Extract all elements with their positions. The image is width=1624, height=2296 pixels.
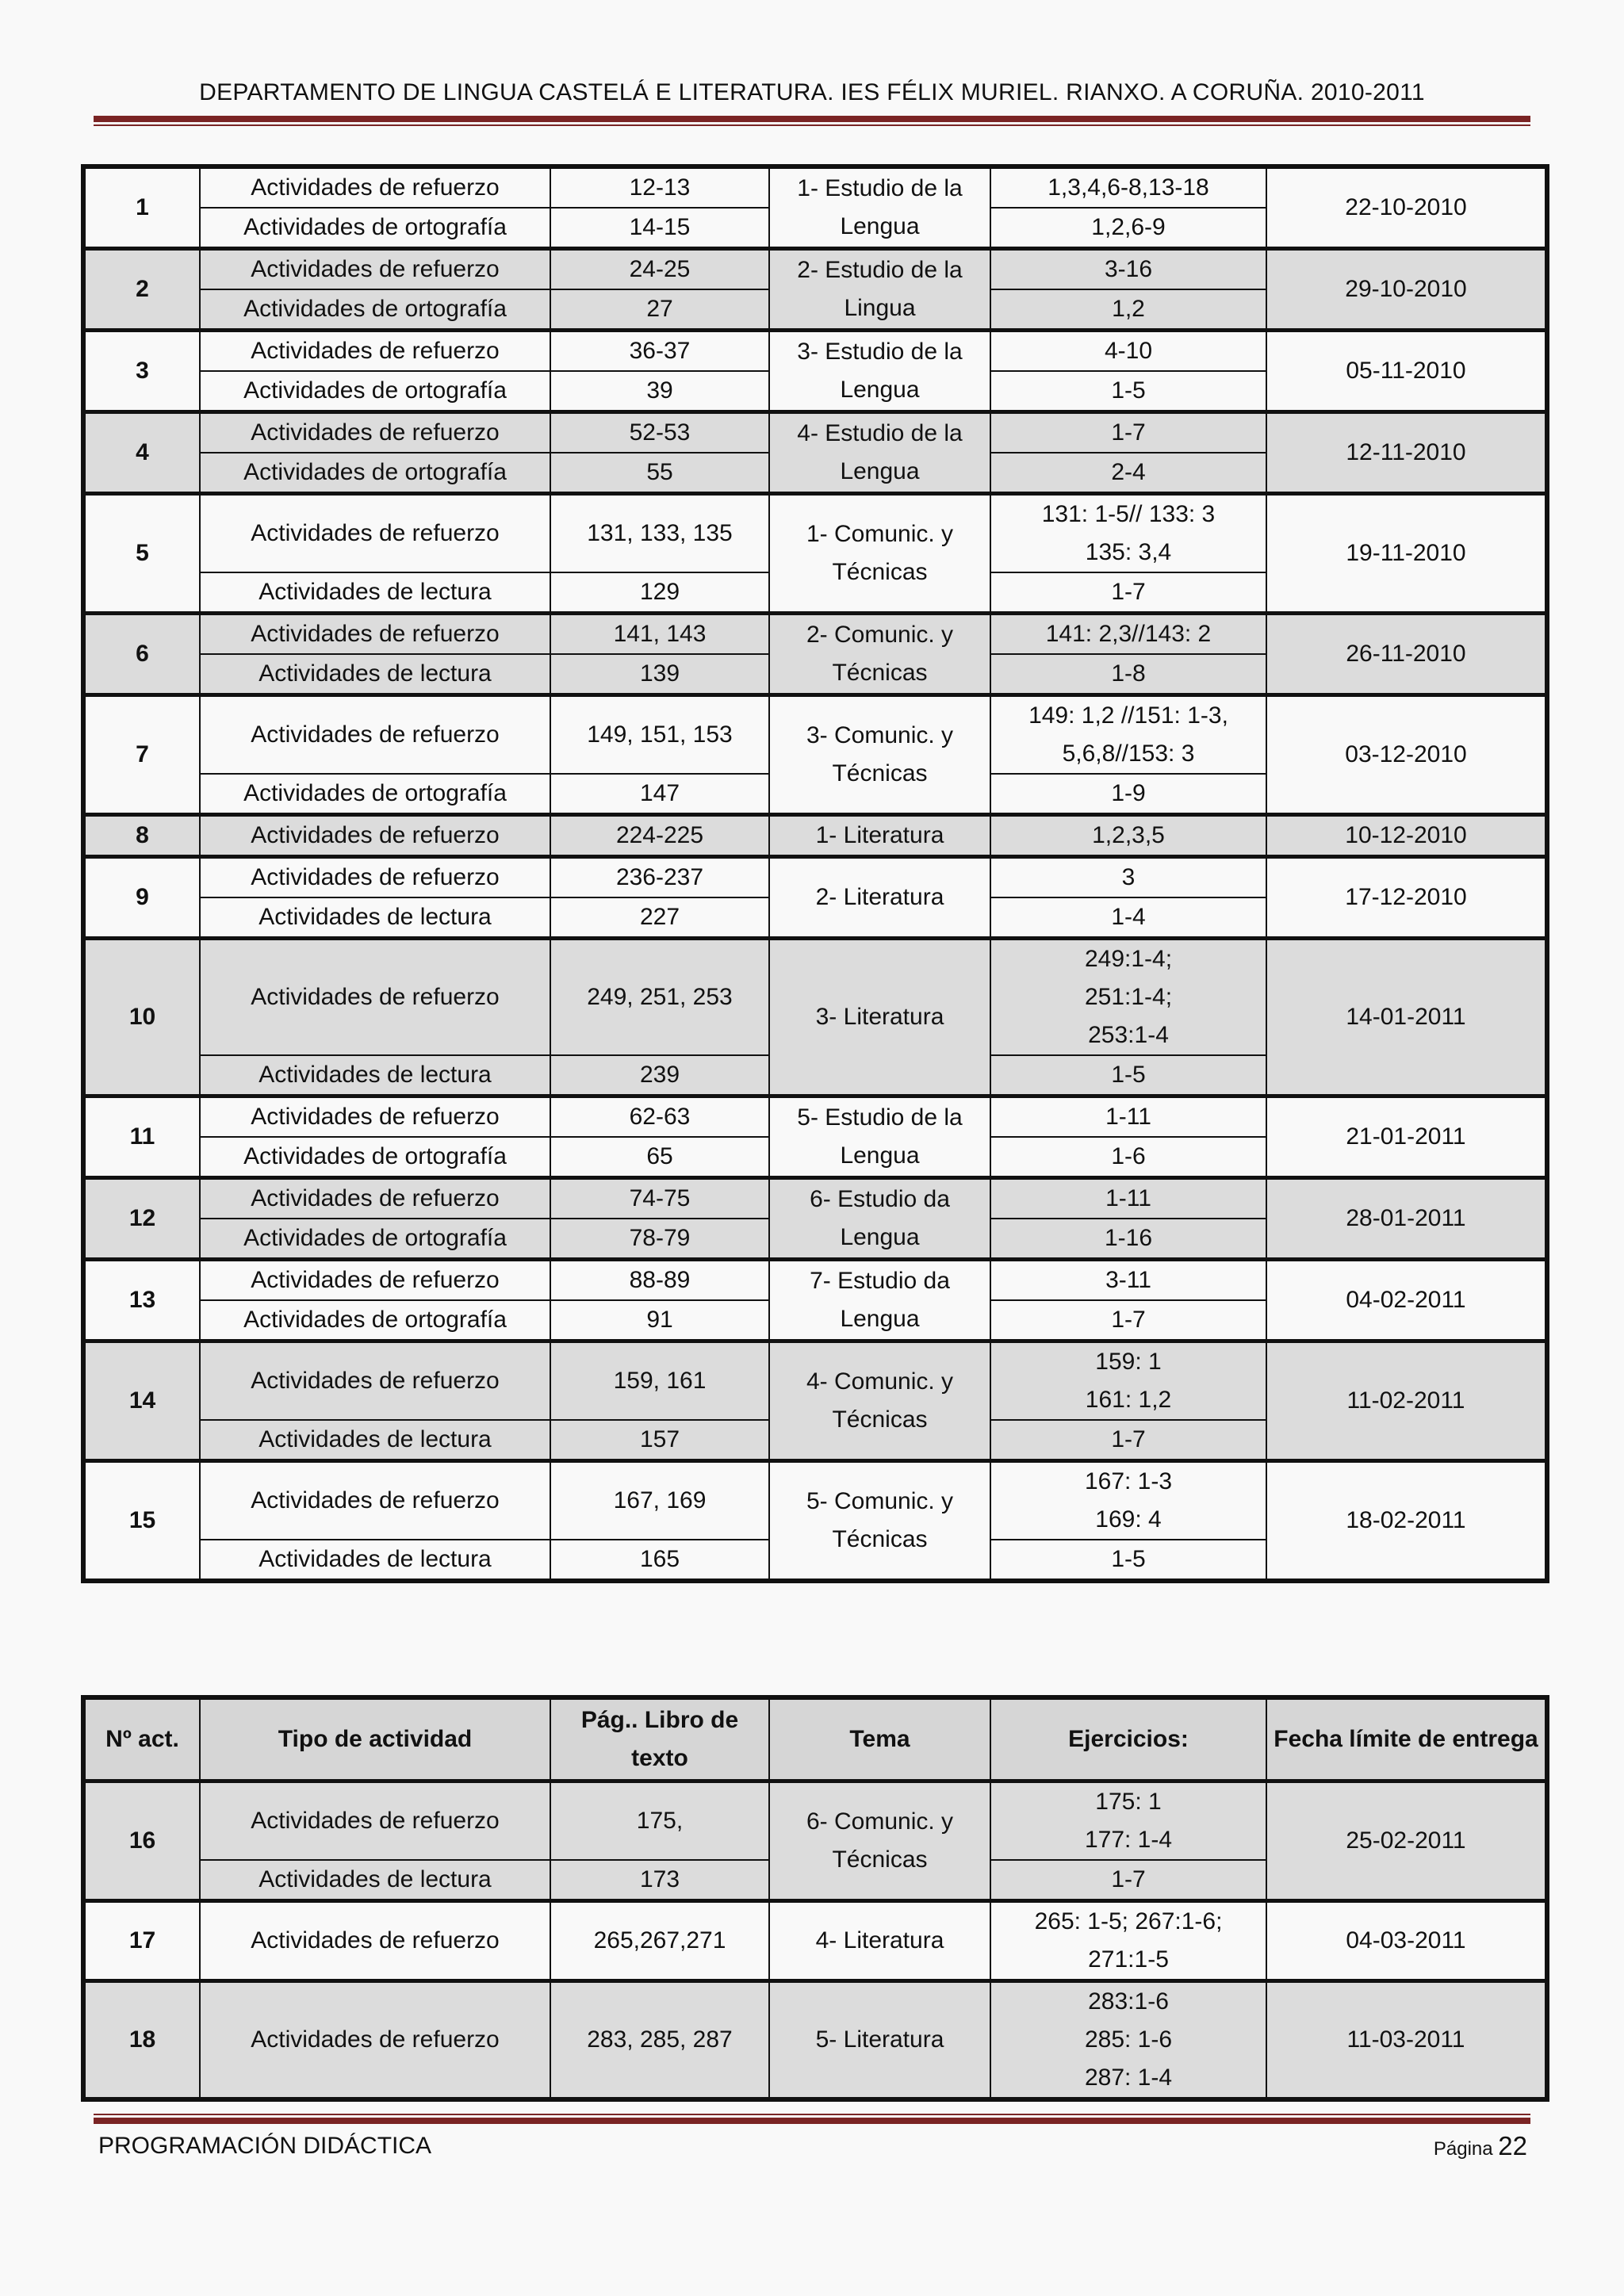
exercises-line: 253:1-4 [1088,1022,1169,1048]
exercises-line: 271:1-5 [1088,1946,1169,1973]
exercises-line: 283:1-6 [1088,1988,1169,2015]
topic [769,1781,990,1901]
textbook-pages: 27 [550,289,769,331]
activity-number: 2 [83,249,200,331]
topic-line: 6- Estudio da [810,1186,950,1212]
textbook-pages: 74-75 [550,1178,769,1219]
topic-line: Lengua [840,1142,920,1169]
topic-line: 1- Literatura [815,822,944,848]
activity-type: Actividades de ortografía [200,1219,550,1260]
topic-line: Técnicas [832,760,928,786]
exercises [990,371,1266,412]
textbook-pages: 131, 133, 135 [550,494,769,573]
due-date: 29-10-2010 [1266,249,1547,331]
table-row [83,695,1547,775]
activity-group [83,815,1547,857]
exercises-line: 1-5 [1111,1546,1146,1572]
activity-type: Actividades de refuerzo [200,1981,550,2100]
topic [769,1901,990,1981]
textbook-pages: 55 [550,453,769,494]
topic [769,1096,990,1178]
textbook-pages: 88-89 [550,1260,769,1301]
textbook-pages: 149, 151, 153 [550,695,769,775]
due-date: 28-01-2011 [1266,1178,1547,1260]
exercises-line: 1-8 [1111,660,1146,687]
exercises [990,1420,1266,1461]
footer-doc-title: PROGRAMACIÓN DIDÁCTICA [98,2133,432,2159]
topic-line: Técnicas [832,1526,928,1552]
activity-type: Actividades de ortografía [200,289,550,331]
due-date: 04-02-2011 [1266,1260,1547,1341]
activity-type: Actividades de ortografía [200,208,550,249]
textbook-pages: 91 [550,1300,769,1341]
topic-line: Lengua [840,458,920,484]
activity-group [83,494,1547,614]
activity-group [83,939,1547,1096]
activity-group [83,1341,1547,1461]
table-header-row [83,1697,1547,1781]
activity-number: 13 [83,1260,200,1341]
activity-group [83,1901,1547,1981]
textbook-pages: 62-63 [550,1096,769,1138]
activity-number: 16 [83,1781,200,1901]
exercises-line: 1,2 [1112,296,1145,322]
topic-line: Técnicas [832,660,928,686]
activity-group [83,614,1547,695]
due-date: 26-11-2010 [1266,614,1547,695]
exercises-line: 265: 1-5; 267:1-6; [1034,1908,1223,1934]
exercises-line: 1-11 [1105,1185,1151,1211]
exercises-line: 1-7 [1111,419,1146,446]
table-row [83,166,1547,208]
textbook-pages: 14-15 [550,208,769,249]
topic [769,939,990,1096]
activity-number: 15 [83,1461,200,1582]
exercises-line: 177: 1-4 [1084,1827,1173,1853]
exercises-line: 1-9 [1111,780,1146,806]
exercises-line: 1,3,4,6-8,13-18 [1048,174,1209,201]
activity-type: Actividades de lectura [200,1055,550,1096]
exercises-line: 3 [1121,864,1136,890]
topic-line: 1- Comunic. y [806,521,954,547]
exercises [990,412,1266,453]
activity-group [83,249,1547,331]
textbook-pages: 167, 169 [550,1461,769,1540]
activity-type: Actividades de refuerzo [200,166,550,208]
activity-number: 11 [83,1096,200,1178]
exercises [990,1260,1266,1301]
textbook-pages: 265,267,271 [550,1901,769,1981]
table-row [83,939,1547,1056]
exercises-line: 1-16 [1104,1225,1153,1251]
topic-line: 4- Literatura [815,1927,944,1954]
topic-line: 5- Estudio de la [797,1104,963,1131]
exercises [990,614,1266,655]
exercises [990,331,1266,372]
activity-type: Actividades de ortografía [200,453,550,494]
activity-number: 3 [83,331,200,412]
exercises-line: 3-11 [1105,1267,1151,1293]
exercises [990,654,1266,695]
exercises [990,1981,1266,2100]
table-row [83,494,1547,573]
header-rule [94,116,1530,126]
topic-line: 4- Comunic. y [806,1368,954,1395]
textbook-pages: 52-53 [550,412,769,453]
activity-group [83,1781,1547,1901]
exercises-line: 2-4 [1111,459,1146,485]
topic-line: Lengua [840,1224,920,1250]
activity-type: Actividades de refuerzo [200,614,550,655]
topic-line: 7- Estudio da [810,1268,950,1294]
exercises [990,249,1266,290]
topic-line: Lingua [844,295,916,321]
exercises [990,897,1266,939]
topic [769,1341,990,1461]
textbook-pages: 173 [550,1860,769,1901]
exercises-line: 131: 1-5// 133: 3 [1041,501,1216,527]
textbook-pages: 65 [550,1137,769,1178]
textbook-pages: 24-25 [550,249,769,290]
activity-type: Actividades de ortografía [200,371,550,412]
activity-group [83,1260,1547,1341]
activity-number: 4 [83,412,200,494]
exercises-line: 169: 4 [1095,1506,1162,1533]
footer-page-number: 22 [1498,2131,1527,2160]
exercises-line: 4-10 [1104,338,1153,364]
activity-type: Actividades de ortografía [200,774,550,815]
exercises-line: 1-5 [1111,377,1146,404]
table-row [83,249,1547,290]
textbook-pages: 165 [550,1540,769,1581]
topic [769,331,990,412]
topic [769,1981,990,2100]
exercises [990,1178,1266,1219]
table-row [83,331,1547,372]
textbook-pages: 147 [550,774,769,815]
table-row [83,412,1547,453]
activities-table-2 [81,1695,1549,2102]
topic [769,1260,990,1341]
due-date: 10-12-2010 [1266,815,1547,857]
activity-type: Actividades de refuerzo [200,331,550,372]
table-row [83,1260,1547,1301]
activity-type: Actividades de lectura [200,1860,550,1901]
activity-type: Actividades de refuerzo [200,1260,550,1301]
footer-rule [94,2114,1530,2124]
topic-line: 3- Literatura [815,1004,944,1030]
table-row [83,1341,1547,1421]
activity-type: Actividades de lectura [200,1540,550,1581]
due-date: 14-01-2011 [1266,939,1547,1096]
exercises-line: 251:1-4; [1084,984,1173,1010]
exercises-line: 175: 1 [1095,1789,1162,1815]
exercises [990,572,1266,614]
exercises [990,939,1266,1056]
footer-page-label: Página [1433,2138,1493,2160]
exercises-line: 161: 1,2 [1085,1387,1172,1413]
activity-group [83,1178,1547,1260]
activities-table-1 [81,164,1549,1583]
activity-type: Actividades de refuerzo [200,494,550,573]
due-date: 11-03-2011 [1266,1981,1547,2100]
activity-type: Actividades de lectura [200,572,550,614]
exercises [990,1137,1266,1178]
textbook-pages: 249, 251, 253 [550,939,769,1056]
exercises-line: 249:1-4; [1084,946,1173,972]
topic-line: 2- Estudio de la [797,257,963,283]
activity-type: Actividades de lectura [200,654,550,695]
activity-number: 14 [83,1341,200,1461]
exercises-line: 1-5 [1111,1062,1146,1088]
topic [769,412,990,494]
activity-type: Actividades de refuerzo [200,1096,550,1138]
textbook-pages: 239 [550,1055,769,1096]
exercises-line: 167: 1-3 [1084,1468,1173,1494]
activity-number: 12 [83,1178,200,1260]
topic [769,695,990,815]
exercises-line: 141: 2,3//143: 2 [1045,621,1212,647]
exercises [990,208,1266,249]
textbook-pages: 236-237 [550,857,769,898]
due-date: 25-02-2011 [1266,1781,1547,1901]
exercises [990,1901,1266,1981]
exercises-line: 1-7 [1111,1426,1146,1452]
exercises [990,774,1266,815]
topic-line: 4- Estudio de la [797,420,963,446]
exercises [990,1219,1266,1260]
activity-number: 5 [83,494,200,614]
activity-number: 10 [83,939,200,1096]
exercises-line: 1-7 [1111,1307,1146,1333]
textbook-pages: 12-13 [550,166,769,208]
topic [769,857,990,939]
activity-type: Actividades de ortografía [200,1300,550,1341]
footer-page-info [1434,2131,1527,2161]
topic-line: 5- Comunic. y [806,1488,954,1514]
activity-number: 7 [83,695,200,815]
textbook-pages: 78-79 [550,1219,769,1260]
exercises [990,695,1266,775]
activity-type: Actividades de refuerzo [200,939,550,1056]
topic-line: 3- Estudio de la [797,339,963,365]
topic-line: 3- Comunic. y [806,722,954,748]
table-row [83,614,1547,655]
activity-type: Actividades de ortografía [200,1137,550,1178]
topic-line: Técnicas [832,1846,928,1873]
exercises [990,1860,1266,1901]
textbook-pages: 129 [550,572,769,614]
textbook-pages: 157 [550,1420,769,1461]
header-tema: Tema [769,1697,990,1781]
page-header-title: DEPARTAMENTO DE LINGUA CASTELÁ E LITERATURA. IES FÉLIX MURIEL. RIANXO. A CORUÑA. 2010-2011 [199,79,1425,105]
topic-line: Lengua [840,1306,920,1332]
exercises [990,494,1266,573]
textbook-pages: 227 [550,897,769,939]
topic-line: 2- Comunic. y [806,622,954,648]
due-date: 21-01-2011 [1266,1096,1547,1178]
topic [769,249,990,331]
activity-group [83,1981,1547,2100]
exercises [990,857,1266,898]
topic-line: Lengua [840,213,920,239]
exercises-line: 149: 1,2 //151: 1-3, [1028,702,1228,729]
exercises-line: 1,2,3,5 [1092,822,1165,848]
topic [769,815,990,857]
exercises [990,1096,1266,1138]
due-date: 05-11-2010 [1266,331,1547,412]
exercises-line: 1-7 [1111,579,1146,605]
topic [769,1461,990,1582]
activity-group [83,695,1547,815]
activity-type: Actividades de refuerzo [200,815,550,857]
textbook-pages: 141, 143 [550,614,769,655]
table-row [83,1096,1547,1138]
activity-group [83,1461,1547,1582]
exercises [990,453,1266,494]
exercises-line: 5,6,8//153: 3 [1062,740,1195,767]
table-row [83,1178,1547,1219]
textbook-pages: 139 [550,654,769,695]
exercises-line: 285: 1-6 [1084,2026,1173,2053]
activity-group [83,857,1547,939]
topic-line: 6- Comunic. y [806,1808,954,1835]
due-date: 04-03-2011 [1266,1901,1547,1981]
topic-line: 2- Literatura [815,884,944,910]
textbook-pages: 175, [550,1781,769,1861]
header-pag: Pág.. Libro de texto [550,1697,769,1781]
due-date: 17-12-2010 [1266,857,1547,939]
topic [769,1178,990,1260]
exercises [990,289,1266,331]
exercises-line: 3-16 [1104,256,1153,282]
activity-group [83,331,1547,412]
topic [769,166,990,249]
activity-type: Actividades de lectura [200,1420,550,1461]
due-date: 03-12-2010 [1266,695,1547,815]
exercises [990,1341,1266,1421]
exercises-line: 1-6 [1111,1143,1146,1169]
topic [769,494,990,614]
activity-number: 9 [83,857,200,939]
activity-type: Actividades de refuerzo [200,695,550,775]
table-row [83,1781,1547,1861]
activity-type: Actividades de refuerzo [200,1781,550,1861]
exercises-line: 287: 1-4 [1084,2064,1173,2091]
exercises [990,1055,1266,1096]
topic-line: Técnicas [832,559,928,585]
textbook-pages: 159, 161 [550,1341,769,1421]
exercises-line: 135: 3,4 [1085,539,1172,565]
header-num: Nº act. [83,1697,200,1781]
topic [769,614,990,695]
topic-line: Técnicas [832,1406,928,1433]
topic-line: Lengua [840,377,920,403]
table-row [83,857,1547,898]
header-tipo: Tipo de actividad [200,1697,550,1781]
activity-type: Actividades de refuerzo [200,1341,550,1421]
topic-line: 1- Estudio de la [797,175,963,201]
activity-type: Actividades de refuerzo [200,412,550,453]
activity-type: Actividades de refuerzo [200,1901,550,1981]
due-date: 18-02-2011 [1266,1461,1547,1582]
exercises [990,815,1266,857]
exercises-line: 1-11 [1105,1104,1151,1130]
exercises [990,1461,1266,1540]
header-ejercicios: Ejercicios: [990,1697,1266,1781]
header-fecha: Fecha límite de entrega [1266,1697,1547,1781]
due-date: 11-02-2011 [1266,1341,1547,1461]
activity-number: 6 [83,614,200,695]
activity-group [83,1096,1547,1178]
activity-type: Actividades de refuerzo [200,1178,550,1219]
activity-type: Actividades de refuerzo [200,857,550,898]
textbook-pages: 36-37 [550,331,769,372]
exercises-line: 159: 1 [1095,1349,1162,1375]
due-date: 19-11-2010 [1266,494,1547,614]
table-row [83,1461,1547,1540]
exercises-line: 1,2,6-9 [1091,214,1166,240]
table-row [83,815,1547,857]
activity-number: 8 [83,815,200,857]
activity-group [83,412,1547,494]
textbook-pages: 283, 285, 287 [550,1981,769,2100]
textbook-pages: 39 [550,371,769,412]
activity-group [83,166,1547,249]
due-date: 22-10-2010 [1266,166,1547,249]
table-row [83,1981,1547,2100]
due-date: 12-11-2010 [1266,412,1547,494]
exercises-line: 1-4 [1111,904,1146,930]
exercises [990,1540,1266,1581]
exercises [990,1781,1266,1861]
topic-line: 5- Literatura [815,2026,944,2053]
textbook-pages: 224-225 [550,815,769,857]
table-row [83,1901,1547,1981]
exercises-line: 1-7 [1111,1866,1146,1892]
activity-type: Actividades de refuerzo [200,249,550,290]
exercises [990,1300,1266,1341]
activity-number: 18 [83,1981,200,2100]
activity-number: 17 [83,1901,200,1981]
activity-type: Actividades de lectura [200,897,550,939]
exercises [990,166,1266,208]
activity-type: Actividades de refuerzo [200,1461,550,1540]
activity-number: 1 [83,166,200,249]
